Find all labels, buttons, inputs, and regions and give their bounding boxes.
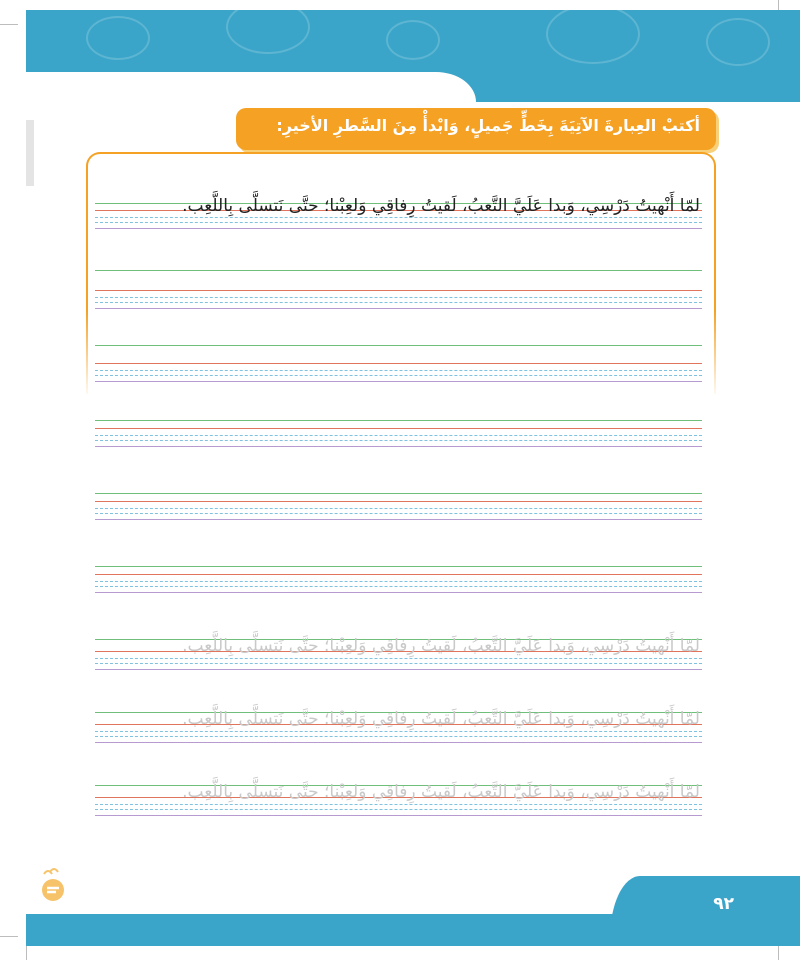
instruction-text: أكتبْ العِبارةَ الآتِيَةَ بِخَطٍّ جَميلٍ، وَابْدأْ مِنَ السَّطرِ الأخيرِ: (276, 116, 700, 135)
writing-line (95, 420, 702, 446)
trace-sentence: لمّا أَنْهيتُ دَرْسِي، وَبدا عَلَيَّ التَّعبُ، لَقيتُ رِفاقِي وَلعِبْنا؛ حتَّى نَتسلَّى بِاللَّعِب. (182, 636, 700, 656)
model-sentence: لمّا أَنْهيتُ دَرْسِي، وَبدا عَلَيَّ التَّعبُ، لَقيتُ رِفاقِي وَلعِبْنا؛ حتَّى نَتسلَّى بِاللَّعِب. (182, 196, 700, 216)
instruction-banner (236, 108, 716, 150)
footer-band (26, 914, 800, 946)
header-wave (26, 72, 476, 112)
writing-line (95, 493, 702, 519)
crop-mark (0, 24, 18, 25)
trace-sentence: لمّا أَنْهيتُ دَرْسِي، وَبدا عَلَيَّ التَّعبُ، لَقيتُ رِفاقِي وَلعِبْنا؛ حتَّى نَتسلَّى بِاللَّعِب. (182, 709, 700, 729)
header-ornament (546, 4, 640, 64)
header-ornament (386, 20, 440, 60)
writing-line (95, 345, 702, 371)
crop-mark (0, 936, 18, 937)
publisher-logo-icon (38, 866, 68, 902)
trace-sentence: لمّا أَنْهيتُ دَرْسِي، وَبدا عَلَيَّ التَّعبُ، لَقيتُ رِفاقِي وَلعِبْنا؛ حتَّى نَتسلَّى بِاللَّعِب. (182, 782, 700, 802)
header-ornament (226, 0, 310, 54)
header-ornament (86, 16, 150, 60)
page-number: ٩٢ (713, 894, 734, 914)
side-tab (26, 120, 34, 186)
crop-mark (26, 946, 27, 960)
writing-line (95, 566, 702, 592)
writing-line (95, 270, 702, 296)
header-ornament (706, 18, 770, 66)
header-band (26, 10, 800, 102)
crop-mark (778, 946, 779, 960)
